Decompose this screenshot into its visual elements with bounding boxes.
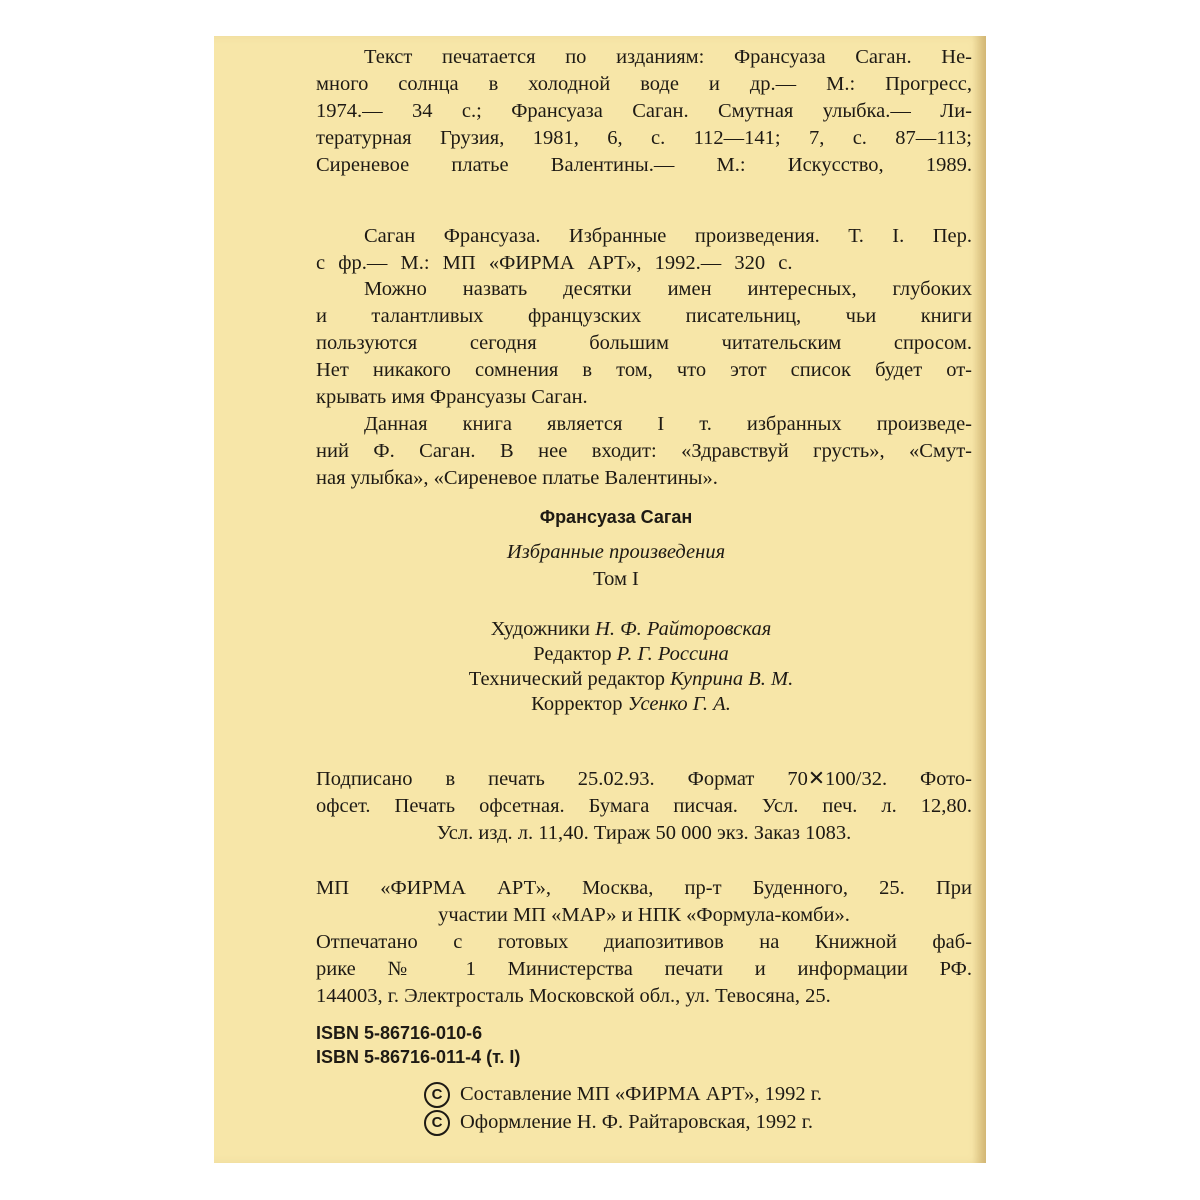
credit-name: Усенко Г. А. bbox=[627, 693, 731, 715]
print-info-line: Усл. изд. л. 11,40. Тираж 50 000 экз. Заказ 1083. bbox=[436, 822, 852, 844]
copyright-text: Составление МП «ФИРМА АРТ», 1992 г. bbox=[460, 1083, 823, 1105]
print-info-line: офсет. Печать офсетная. Бумага писчая. Усл. печ. л. 12,80. bbox=[316, 795, 972, 817]
book-title: Избранные произведения bbox=[506, 541, 726, 563]
annotation-line: крывать имя Франсуазы Саган. bbox=[316, 386, 588, 408]
credit-name: Н. Ф. Райторовская bbox=[595, 618, 772, 640]
annotation-line: Нет никакого сомнения в том, что этот список будет от- bbox=[316, 359, 972, 381]
annotation-line: и талантливых французских писательниц, чьи книги bbox=[316, 305, 972, 327]
source-line: Сиреневое платье Валентины.— М.: Искусство, 1989. bbox=[316, 154, 972, 176]
copyright-line bbox=[424, 1080, 972, 1108]
annotation-line: пользуются сегодня большим читательским спросом. bbox=[316, 332, 972, 354]
annotation-line: ний Ф. Саган. В нее входит: «Здравствуй грусть», «Смут- bbox=[316, 440, 972, 462]
annotation-line: Можно назвать десятки имен интересных, глубоких bbox=[364, 278, 972, 300]
credit-name: Куприна В. М. bbox=[670, 668, 794, 690]
credit-line bbox=[316, 691, 946, 717]
credit-role: Корректор bbox=[531, 693, 623, 715]
credit-line bbox=[316, 666, 946, 692]
credit-line bbox=[316, 616, 946, 642]
annotation-line: ная улыбка», «Сиреневое платье Валентины». bbox=[316, 467, 718, 489]
source-line: много солнца в холодной воде и др.— М.: Прогресс, bbox=[316, 73, 972, 95]
credit-name: Р. Г. Россина bbox=[616, 643, 729, 665]
volume-label: Том I bbox=[593, 568, 639, 590]
catalog-line: Саган Франсуаза. Избранные произведения. Т. I. Пер. bbox=[364, 225, 972, 247]
printer-line: 144003, г. Электросталь Московской обл., ул. Тевосяна, 25. bbox=[316, 985, 831, 1007]
printer-line: Отпечатано с готовых диапозитивов на Книжной фаб- bbox=[316, 931, 972, 953]
credit-role: Технический редактор bbox=[468, 668, 666, 690]
author-name: Франсуаза Саган bbox=[539, 507, 693, 527]
isbn-line: ISBN 5-86716-010-6 bbox=[316, 1023, 483, 1043]
printer-line: рике № 1 Министерства печати и информации РФ. bbox=[316, 958, 972, 980]
copyright-icon: C bbox=[424, 1082, 450, 1108]
credit-line bbox=[316, 641, 946, 667]
annotation-line: Данная книга является I т. избранных произведе- bbox=[364, 413, 972, 435]
copyright-icon: C bbox=[424, 1110, 450, 1136]
source-line: тературная Грузия, 1981, 6, с. 112—141; 7, с. 87—113; bbox=[316, 127, 972, 149]
credit-role: Редактор bbox=[533, 643, 612, 665]
publisher-line: МП «ФИРМА АРТ», Москва, пр-т Буденного, 25. При bbox=[316, 877, 972, 899]
publisher-line: участии МП «МАР» и НПК «Формула-комби». bbox=[438, 904, 850, 926]
book-page bbox=[214, 36, 986, 1163]
copyright-text: Оформление Н. Ф. Райтаровская, 1992 г. bbox=[460, 1111, 813, 1133]
copyright-line bbox=[424, 1108, 972, 1136]
source-line: Текст печатается по изданиям: Франсуаза Саган. Не- bbox=[364, 46, 972, 68]
credit-role: Художники bbox=[490, 618, 590, 640]
isbn-line: ISBN 5-86716-011-4 (т. I) bbox=[316, 1047, 521, 1067]
page-edge-shadow bbox=[972, 36, 986, 1163]
print-info-line: Подписано в печать 25.02.93. Формат 70✕100/32. Фото- bbox=[316, 768, 972, 790]
catalog-line: с фр.— М.: МП «ФИРМА АРТ», 1992.— 320 с. bbox=[316, 252, 793, 274]
source-line: 1974.— 34 с.; Франсуаза Саган. Смутная улыбка.— Ли- bbox=[316, 100, 972, 122]
